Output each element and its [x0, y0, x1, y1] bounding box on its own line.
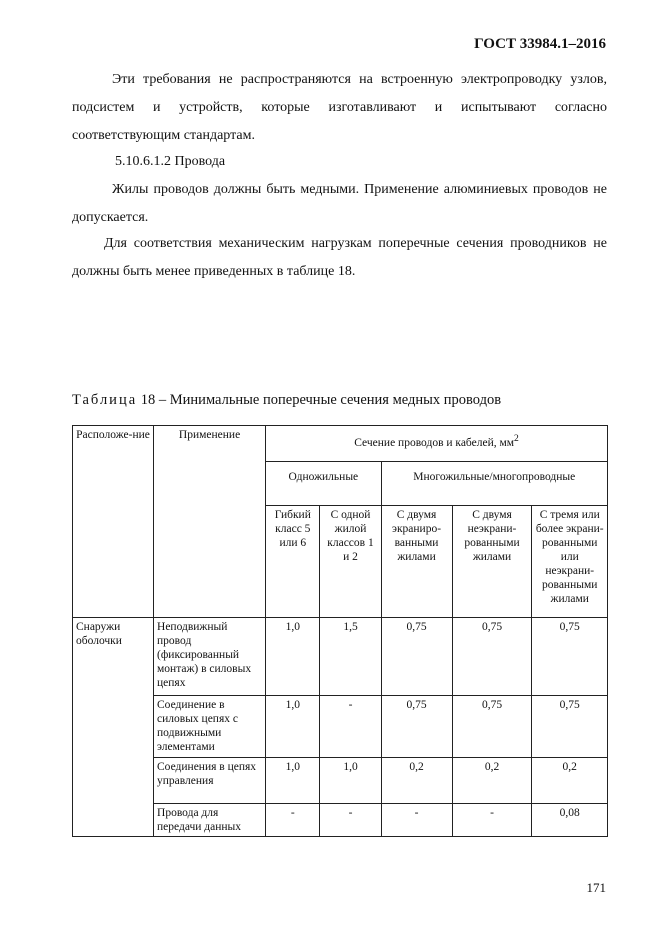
cell-application: Соединения в цепях управления	[154, 758, 266, 804]
table-caption-label: Таблица	[72, 392, 138, 408]
cell-value: 0,75	[532, 696, 608, 758]
cell-value: 0,75	[452, 696, 532, 758]
cell-value: 0,08	[532, 804, 608, 837]
table-row	[73, 758, 608, 804]
header-single-core-class: С одной жилой классов 1 и 2	[320, 506, 381, 618]
cell-value: -	[266, 804, 320, 837]
header-three-or-more: С тремя или более экрани-рованными или неэкрани-рованными жилами	[532, 506, 608, 618]
header-application: Применение	[154, 426, 266, 618]
page-number: 171	[586, 880, 606, 895]
cell-value: 1,0	[266, 696, 320, 758]
paragraph-copper-conductors: Жилы проводов должны быть медными. Применение алюминиевых проводов не допускается.	[72, 182, 607, 225]
cell-value: 0,2	[532, 758, 608, 804]
cell-value: 1,5	[320, 618, 381, 696]
header-two-unshielded: С двумя неэкрани-рованными жилами	[452, 506, 532, 618]
cell-value: -	[381, 804, 452, 837]
cell-value: 0,75	[381, 618, 452, 696]
cell-value: 1,0	[266, 758, 320, 804]
cell-value: 0,75	[381, 696, 452, 758]
cell-value: 0,75	[452, 618, 532, 696]
paragraph-cross-sections: Для соответствия механическим нагрузкам поперечные сечения проводников не должны быть менее приведенных в таблице 18.	[72, 236, 607, 279]
header-multi-core: Многожильные/многопроводные	[381, 462, 607, 506]
cell-value: 0,75	[532, 618, 608, 696]
section-heading-wires: 5.10.6.1.2 Провода	[115, 154, 226, 169]
cell-value: 0,2	[381, 758, 452, 804]
table-row	[73, 696, 608, 758]
header-single-core: Одножильные	[266, 462, 381, 506]
table-caption-text: – Минимальные поперечные сечения медных проводов	[158, 392, 502, 408]
cell-value: 1,0	[320, 758, 381, 804]
cell-value: -	[320, 804, 381, 837]
header-flexible-class: Гибкий класс 5 или 6	[266, 506, 320, 618]
header-cross-section	[266, 426, 608, 462]
table-caption-number: 18	[140, 392, 156, 408]
cell-value: 1,0	[266, 618, 320, 696]
header-cross-section-text: Сечение проводов и кабелей, мм	[354, 436, 515, 449]
table-caption	[72, 392, 501, 409]
cross-section-table	[72, 425, 608, 837]
table-row	[73, 804, 608, 837]
table-row	[73, 618, 608, 696]
cell-value: -	[320, 696, 381, 758]
header-two-shielded: С двумя экраниро-ванными жилами	[381, 506, 452, 618]
header-cross-section-sup: 2	[514, 433, 519, 444]
paragraph-requirements-exception: Эти требования не распространяются на встроенную электропроводку узлов, подсистем и устройств, которые изготавливают и испытывают согласно соответствующим стандартам.	[72, 72, 607, 143]
header-location: Расположе-ние	[73, 426, 154, 618]
cell-application: Неподвижный провод (фиксированный монтаж) в силовых цепях	[154, 618, 266, 696]
cell-value: 0,2	[452, 758, 532, 804]
cell-location: Снаружи оболочки	[73, 618, 154, 837]
document-header: ГОСТ 33984.1–2016	[474, 36, 606, 52]
cell-application: Провода для передачи данных	[154, 804, 266, 837]
cell-value: -	[452, 804, 532, 837]
cell-application: Соединение в силовых цепях с подвижными элементами	[154, 696, 266, 758]
